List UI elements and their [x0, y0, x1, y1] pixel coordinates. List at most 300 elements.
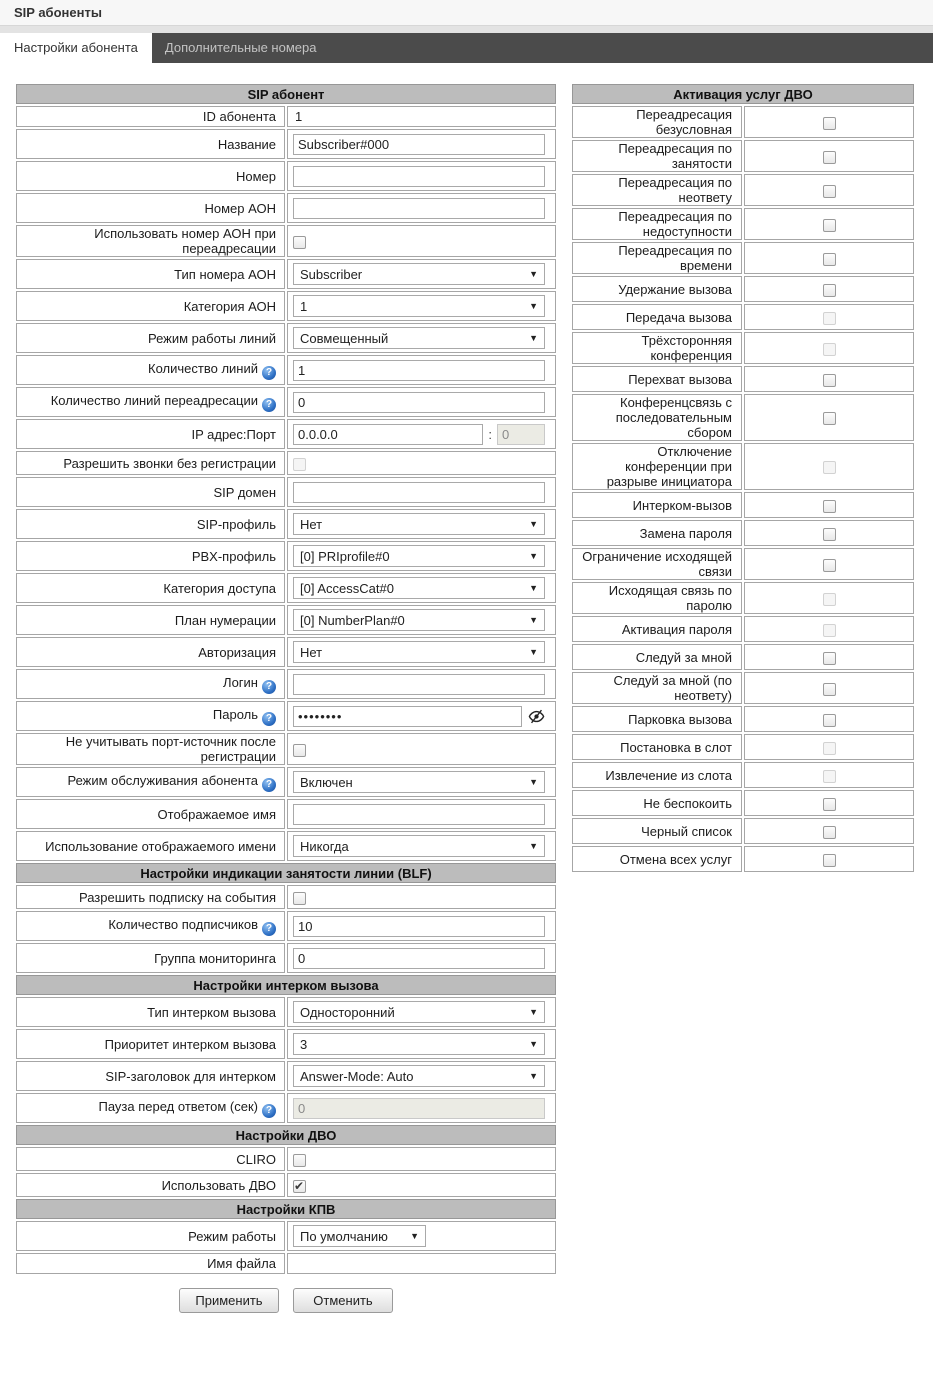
use-cid-number-on-forwarding-label: Использовать номер АОН при переадресации [94, 226, 276, 256]
cid-number-type-label: Тип номера АОН [174, 266, 276, 282]
do-not-disturb-checkbox[interactable] [823, 798, 836, 811]
service-row-follow-me-no-answer [572, 672, 914, 704]
subscriber-limit-label-cell [16, 911, 285, 941]
conference-drop-on-initiator-release-label-cell [572, 443, 742, 490]
conference-drop-on-initiator-release-checkbox-cell [744, 443, 914, 490]
form-row-subscriber-id [16, 106, 556, 127]
form-row-cliro [16, 1147, 556, 1171]
form-row-cid-category [16, 291, 556, 321]
cid-number-input[interactable] [293, 198, 545, 219]
call-hold-label: Удержание вызова [618, 281, 732, 297]
cf-by-time-label: Переадресация по времени [618, 243, 732, 273]
tab-bar [0, 33, 933, 63]
ip-address-port-label-cell [16, 419, 285, 449]
service-row-black-list [572, 818, 914, 844]
help-icon[interactable]: ? [262, 922, 276, 936]
follow-me-no-answer-checkbox-cell [744, 672, 914, 704]
sip-profile-selected-value: Нет [300, 516, 323, 532]
conference-drop-on-initiator-release-checkbox [823, 461, 836, 474]
outgoing-calls-by-password-checkbox [823, 593, 836, 606]
chevron-down-icon: ▼ [529, 269, 538, 279]
line-count-label-cell [16, 355, 285, 385]
intercom-sip-header-label: SIP-заголовок для интерком [105, 1068, 276, 1084]
line-mode-value-cell [287, 323, 556, 353]
subscriber-service-mode-selected-value: Включен [300, 774, 353, 790]
allow-event-subscription-value-cell [287, 885, 556, 909]
call-transfer-label-cell [572, 304, 742, 330]
password-activation-checkbox [823, 624, 836, 637]
intercom-call-checkbox[interactable] [823, 500, 836, 513]
subscriber-name-input[interactable] [293, 134, 545, 155]
service-row-call-pickup [572, 366, 914, 392]
form-row-display-name-usage [16, 831, 556, 861]
answer-delay-sec-input [293, 1098, 545, 1119]
section-header-vas-settings: Настройки ДВО [16, 1125, 556, 1145]
cf-no-answer-checkbox[interactable] [823, 185, 836, 198]
authorization-value-cell [287, 637, 556, 667]
outgoing-call-restriction-label: Ограничение исходящей связи [582, 549, 732, 579]
service-row-cancel-all-services [572, 846, 914, 872]
form-row-monitoring-group [16, 943, 556, 973]
help-icon[interactable]: ? [262, 680, 276, 694]
number-value-cell [287, 161, 556, 191]
outgoing-calls-by-password-checkbox-cell [744, 582, 914, 614]
use-cid-number-on-forwarding-label-cell [16, 225, 285, 257]
service-row-cf-by-time [572, 242, 914, 274]
access-category-select[interactable] [293, 577, 545, 599]
sequential-conference-checkbox[interactable] [823, 412, 836, 425]
tab-additional-numbers[interactable]: Дополнительные номера [164, 40, 317, 55]
form-row-access-category [16, 573, 556, 603]
subscriber-settings-table [14, 82, 558, 1276]
intercom-sip-header-selected-value: Answer-Mode: Auto [300, 1068, 414, 1084]
service-row-follow-me [572, 644, 914, 670]
service-row-sequential-conference [572, 394, 914, 441]
login-label-cell [16, 669, 285, 699]
subscriber-id-label-cell [16, 106, 285, 127]
intercom-call-checkbox-cell [744, 492, 914, 518]
call-hold-checkbox[interactable] [823, 284, 836, 297]
follow-me-checkbox-cell [744, 644, 914, 670]
password-label-cell [16, 701, 285, 731]
cf-unconditional-checkbox-cell [744, 106, 914, 138]
cid-number-type-value-cell [287, 259, 556, 289]
call-pickup-checkbox-cell [744, 366, 914, 392]
black-list-checkbox-cell [744, 818, 914, 844]
follow-me-checkbox[interactable] [823, 652, 836, 665]
sip-profile-select[interactable] [293, 513, 545, 535]
sip-profile-value-cell [287, 509, 556, 539]
use-vas-checkbox[interactable] [293, 1180, 306, 1193]
ip-port-separator: : [488, 426, 492, 442]
cf-unavailable-checkbox[interactable] [823, 219, 836, 232]
subscriber-id-value: 1 [295, 109, 303, 124]
service-row-call-park [572, 706, 914, 732]
section-header-vas-activation: Активация услуг ДВО [572, 84, 914, 104]
form-row-file-name [16, 1253, 556, 1274]
page-title: SIP абоненты [0, 0, 933, 25]
cf-by-time-checkbox[interactable] [823, 253, 836, 266]
cf-unconditional-checkbox[interactable] [823, 117, 836, 130]
three-way-conference-checkbox-cell [744, 332, 914, 364]
use-vas-label: Использовать ДВО [161, 1177, 276, 1193]
line-mode-select[interactable] [293, 327, 545, 349]
password-change-label: Замена пароля [639, 525, 732, 541]
chevron-down-icon: ▼ [529, 841, 538, 851]
service-row-slot-retrieve [572, 762, 914, 788]
cf-unavailable-label: Переадресация по недоступности [618, 209, 732, 239]
title-divider [0, 25, 933, 33]
cid-number-label-cell [16, 193, 285, 223]
password-field-group [293, 706, 545, 727]
subscriber-id-value-cell [287, 106, 556, 127]
ip-address-port-label: IP адрес:Порт [191, 426, 276, 442]
cliro-value-cell [287, 1147, 556, 1171]
cid-number-type-select[interactable] [293, 263, 545, 285]
sip-domain-label: SIP домен [213, 484, 276, 500]
call-hold-label-cell [572, 276, 742, 302]
use-vas-value-cell [287, 1173, 556, 1197]
call-pickup-label: Перехват вызова [628, 371, 732, 387]
service-row-cf-unconditional [572, 106, 914, 138]
authorization-select[interactable] [293, 641, 545, 663]
outgoing-call-restriction-label-cell [572, 548, 742, 580]
intercom-sip-header-select[interactable] [293, 1065, 545, 1087]
authorization-label-cell [16, 637, 285, 667]
cf-unavailable-label-cell [572, 208, 742, 240]
form-row-display-name [16, 799, 556, 829]
vas-activation-table [570, 82, 916, 874]
outgoing-calls-by-password-label-cell [572, 582, 742, 614]
monitoring-group-label-cell [16, 943, 285, 973]
allow-event-subscription-label-cell [16, 885, 285, 909]
allow-calls-without-registration-label: Разрешить звонки без регистрации [63, 455, 276, 471]
call-park-label: Парковка вызова [628, 711, 732, 727]
display-name-label: Отображаемое имя [157, 806, 276, 822]
form-row-allow-event-subscription [16, 885, 556, 909]
call-pickup-label-cell [572, 366, 742, 392]
number-label: Номер [235, 168, 276, 184]
outgoing-call-restriction-checkbox-cell [744, 548, 914, 580]
subscriber-service-mode-label: Режим обслуживания абонента [67, 772, 258, 788]
eye-slash-icon[interactable] [528, 708, 545, 725]
sip-domain-label-cell [16, 477, 285, 507]
sip-domain-input[interactable] [293, 482, 545, 503]
intercom-call-priority-value-cell [287, 1029, 556, 1059]
form-row-ignore-source-port-after-registration [16, 733, 556, 765]
ringback-mode-label: Режим работы [188, 1228, 276, 1244]
cancel-button[interactable]: Отменить [293, 1288, 393, 1313]
intercom-call-type-label: Тип интерком вызова [147, 1004, 276, 1020]
intercom-call-type-selected-value: Односторонний [300, 1004, 395, 1020]
cliro-checkbox[interactable] [293, 1154, 306, 1167]
numbering-plan-label: План нумерации [174, 612, 276, 628]
cid-number-value-cell [287, 193, 556, 223]
cid-number-type-label-cell [16, 259, 285, 289]
monitoring-group-label: Группа мониторинга [154, 950, 276, 966]
password-activation-checkbox-cell [744, 616, 914, 642]
password-change-checkbox-cell [744, 520, 914, 546]
form-row-authorization [16, 637, 556, 667]
apply-button[interactable]: Применить [179, 1288, 279, 1313]
three-way-conference-label: Трёхсторонняя конференция [641, 333, 732, 363]
ip-address-port-field-group [293, 424, 545, 445]
subscriber-name-label: Название [217, 136, 276, 152]
ip-address-port-value-cell [287, 419, 556, 449]
password-change-checkbox[interactable] [823, 528, 836, 541]
intercom-call-type-value-cell [287, 997, 556, 1027]
black-list-checkbox[interactable] [823, 826, 836, 839]
service-row-three-way-conference [572, 332, 914, 364]
service-row-call-transfer [572, 304, 914, 330]
intercom-sip-header-label-cell [16, 1061, 285, 1091]
display-name-label-cell [16, 799, 285, 829]
cf-busy-label-cell [572, 140, 742, 172]
ringback-mode-select[interactable] [293, 1225, 426, 1247]
slot-put-checkbox [823, 742, 836, 755]
outgoing-call-restriction-checkbox[interactable] [823, 559, 836, 572]
call-pickup-checkbox[interactable] [823, 374, 836, 387]
call-park-checkbox[interactable] [823, 714, 836, 727]
cf-busy-label: Переадресация по занятости [618, 141, 732, 171]
chevron-down-icon: ▼ [410, 1231, 419, 1241]
allow-calls-without-registration-value-cell [287, 451, 556, 475]
subscriber-limit-input[interactable] [293, 916, 545, 937]
line-count-value-cell [287, 355, 556, 385]
service-row-call-hold [572, 276, 914, 302]
number-input[interactable] [293, 166, 545, 187]
cid-number-label: Номер АОН [204, 200, 276, 216]
line-mode-label-cell [16, 323, 285, 353]
call-park-label-cell [572, 706, 742, 732]
subscriber-service-mode-select[interactable] [293, 771, 545, 793]
cf-busy-checkbox[interactable] [823, 151, 836, 164]
call-transfer-checkbox [823, 312, 836, 325]
section-header-blf-settings: Настройки индикации занятости линии (BLF) [16, 863, 556, 883]
forwarding-line-count-input[interactable] [293, 392, 545, 413]
cf-unconditional-label-cell [572, 106, 742, 138]
access-category-label: Категория доступа [163, 580, 276, 596]
cf-no-answer-checkbox-cell [744, 174, 914, 206]
answer-delay-sec-label-cell [16, 1093, 285, 1123]
form-row-cid-number [16, 193, 556, 223]
form-row-ip-address-port [16, 419, 556, 449]
cid-category-label-cell [16, 291, 285, 321]
call-hold-checkbox-cell [744, 276, 914, 302]
intercom-call-type-select[interactable] [293, 1001, 545, 1023]
form-row-sip-profile [16, 509, 556, 539]
form-row-line-mode [16, 323, 556, 353]
password-change-label-cell [572, 520, 742, 546]
ignore-source-port-after-registration-checkbox[interactable] [293, 744, 306, 757]
intercom-call-priority-select[interactable] [293, 1033, 545, 1055]
help-icon[interactable]: ? [262, 398, 276, 412]
sequential-conference-checkbox-cell [744, 394, 914, 441]
cf-no-answer-label: Переадресация по неответу [618, 175, 732, 205]
help-icon[interactable]: ? [262, 1104, 276, 1118]
chevron-down-icon: ▼ [529, 777, 538, 787]
chevron-down-icon: ▼ [529, 519, 538, 529]
chevron-down-icon: ▼ [529, 1071, 538, 1081]
subscriber-service-mode-label-cell [16, 767, 285, 797]
slot-retrieve-checkbox [823, 770, 836, 783]
form-row-ringback-mode [16, 1221, 556, 1251]
tab-subscriber-settings[interactable]: Настройки абонента [0, 33, 152, 63]
service-row-cf-unavailable [572, 208, 914, 240]
service-row-password-activation [572, 616, 914, 642]
cf-unavailable-checkbox-cell [744, 208, 914, 240]
sip-profile-label-cell [16, 509, 285, 539]
cid-category-select[interactable] [293, 295, 545, 317]
intercom-call-priority-selected-value: 3 [300, 1036, 308, 1052]
ringback-mode-label-cell [16, 1221, 285, 1251]
use-vas-label-cell [16, 1173, 285, 1197]
display-name-usage-label: Использование отображаемого имени [45, 838, 276, 854]
form-row-cid-number-type [16, 259, 556, 289]
sip-domain-value-cell [287, 477, 556, 507]
chevron-down-icon: ▼ [529, 551, 538, 561]
content-area [0, 63, 933, 1313]
form-row-intercom-sip-header [16, 1061, 556, 1091]
three-way-conference-checkbox [823, 343, 836, 356]
password-label: Пароль [212, 706, 258, 722]
numbering-plan-select[interactable] [293, 609, 545, 631]
cliro-label: CLIRO [236, 1151, 276, 1167]
ignore-source-port-after-registration-value-cell [287, 733, 556, 765]
chevron-down-icon: ▼ [529, 615, 538, 625]
use-cid-number-on-forwarding-checkbox[interactable] [293, 236, 306, 249]
subscriber-limit-label: Количество подписчиков [108, 916, 258, 932]
chevron-down-icon: ▼ [529, 647, 538, 657]
slot-put-label-cell [572, 734, 742, 760]
slot-retrieve-checkbox-cell [744, 762, 914, 788]
sequential-conference-label: Конференцсвязь с последовательным сбором [615, 395, 732, 440]
follow-me-label-cell [572, 644, 742, 670]
cancel-all-services-checkbox-cell [744, 846, 914, 872]
service-row-cf-busy [572, 140, 914, 172]
cf-by-time-checkbox-cell [744, 242, 914, 274]
slot-retrieve-label-cell [572, 762, 742, 788]
pbx-profile-label-cell [16, 541, 285, 571]
form-row-allow-calls-without-registration [16, 451, 556, 475]
service-row-conference-drop-on-initiator-release [572, 443, 914, 490]
display-name-usage-label-cell [16, 831, 285, 861]
allow-calls-without-registration-label-cell [16, 451, 285, 475]
numbering-plan-value-cell [287, 605, 556, 635]
cid-category-label: Категория АОН [183, 298, 276, 314]
ignore-source-port-after-registration-label-cell [16, 733, 285, 765]
chevron-down-icon: ▼ [529, 333, 538, 343]
slot-put-checkbox-cell [744, 734, 914, 760]
pbx-profile-value-cell [287, 541, 556, 571]
cf-no-answer-label-cell [572, 174, 742, 206]
form-row-forwarding-line-count [16, 387, 556, 417]
service-row-intercom-call [572, 492, 914, 518]
form-row-sip-domain [16, 477, 556, 507]
password-input[interactable] [293, 706, 522, 727]
slot-put-label: Постановка в слот [620, 739, 732, 755]
follow-me-no-answer-checkbox[interactable] [823, 683, 836, 696]
service-row-outgoing-calls-by-password [572, 582, 914, 614]
file-name-value-cell [287, 1253, 556, 1274]
subscriber-id-label: ID абонента [202, 109, 276, 124]
forwarding-line-count-label-cell [16, 387, 285, 417]
login-input[interactable] [293, 674, 545, 695]
form-row-subscriber-name [16, 129, 556, 159]
display-name-input[interactable] [293, 804, 545, 825]
ignore-source-port-after-registration-label: Не учитывать порт-источник после регистрации [65, 734, 276, 764]
subscriber-settings-column [14, 82, 558, 1313]
answer-delay-sec-label: Пауза перед ответом (сек) [98, 1098, 258, 1114]
line-count-input[interactable] [293, 360, 545, 381]
black-list-label-cell [572, 818, 742, 844]
call-park-checkbox-cell [744, 706, 914, 732]
chevron-down-icon: ▼ [529, 1007, 538, 1017]
service-row-password-change [572, 520, 914, 546]
form-row-number [16, 161, 556, 191]
follow-me-no-answer-label: Следуй за мной (по неответу) [613, 673, 732, 703]
form-row-subscriber-service-mode [16, 767, 556, 797]
form-row-login [16, 669, 556, 699]
file-name-label-cell [16, 1253, 285, 1274]
display-name-usage-select[interactable] [293, 835, 545, 857]
access-category-label-cell [16, 573, 285, 603]
cid-category-selected-value: 1 [300, 298, 308, 314]
monitoring-group-input[interactable] [293, 948, 545, 969]
do-not-disturb-checkbox-cell [744, 790, 914, 816]
login-value-cell [287, 669, 556, 699]
form-actions [14, 1288, 558, 1313]
login-label: Логин [223, 674, 258, 690]
service-row-slot-put [572, 734, 914, 760]
intercom-call-type-label-cell [16, 997, 285, 1027]
line-count-label: Количество линий [148, 360, 258, 376]
numbering-plan-selected-value: [0] NumberPlan#0 [300, 612, 405, 628]
section-header-sip-subscriber: SIP абонент [16, 84, 556, 104]
slot-retrieve-label: Извлечение из слота [605, 767, 732, 783]
chevron-down-icon: ▼ [529, 301, 538, 311]
allow-event-subscription-checkbox[interactable] [293, 892, 306, 905]
display-name-usage-selected-value: Никогда [300, 838, 349, 854]
conference-drop-on-initiator-release-label: Отключение конференции при разрыве инициатора [606, 444, 732, 489]
service-row-cf-no-answer [572, 174, 914, 206]
cf-busy-checkbox-cell [744, 140, 914, 172]
cid-category-value-cell [287, 291, 556, 321]
black-list-label: Черный список [641, 823, 732, 839]
form-row-pbx-profile [16, 541, 556, 571]
form-row-use-vas [16, 1173, 556, 1197]
subscriber-name-value-cell [287, 129, 556, 159]
subscriber-name-label-cell [16, 129, 285, 159]
display-name-usage-value-cell [287, 831, 556, 861]
use-cid-number-on-forwarding-value-cell [287, 225, 556, 257]
forwarding-line-count-label: Количество линий переадресации [50, 392, 258, 408]
form-row-line-count [16, 355, 556, 385]
intercom-call-priority-label: Приоритет интерком вызова [104, 1036, 276, 1052]
cliro-label-cell [16, 1147, 285, 1171]
form-row-use-cid-number-on-forwarding [16, 225, 556, 257]
number-label-cell [16, 161, 285, 191]
ip-address-input[interactable] [293, 424, 483, 445]
help-icon[interactable]: ? [262, 366, 276, 380]
outgoing-calls-by-password-label: Исходящая связь по паролю [608, 583, 732, 613]
help-icon[interactable]: ? [262, 712, 276, 726]
cancel-all-services-checkbox[interactable] [823, 854, 836, 867]
password-value-cell [287, 701, 556, 731]
service-row-do-not-disturb [572, 790, 914, 816]
help-icon[interactable]: ? [262, 778, 276, 792]
pbx-profile-select[interactable] [293, 545, 545, 567]
